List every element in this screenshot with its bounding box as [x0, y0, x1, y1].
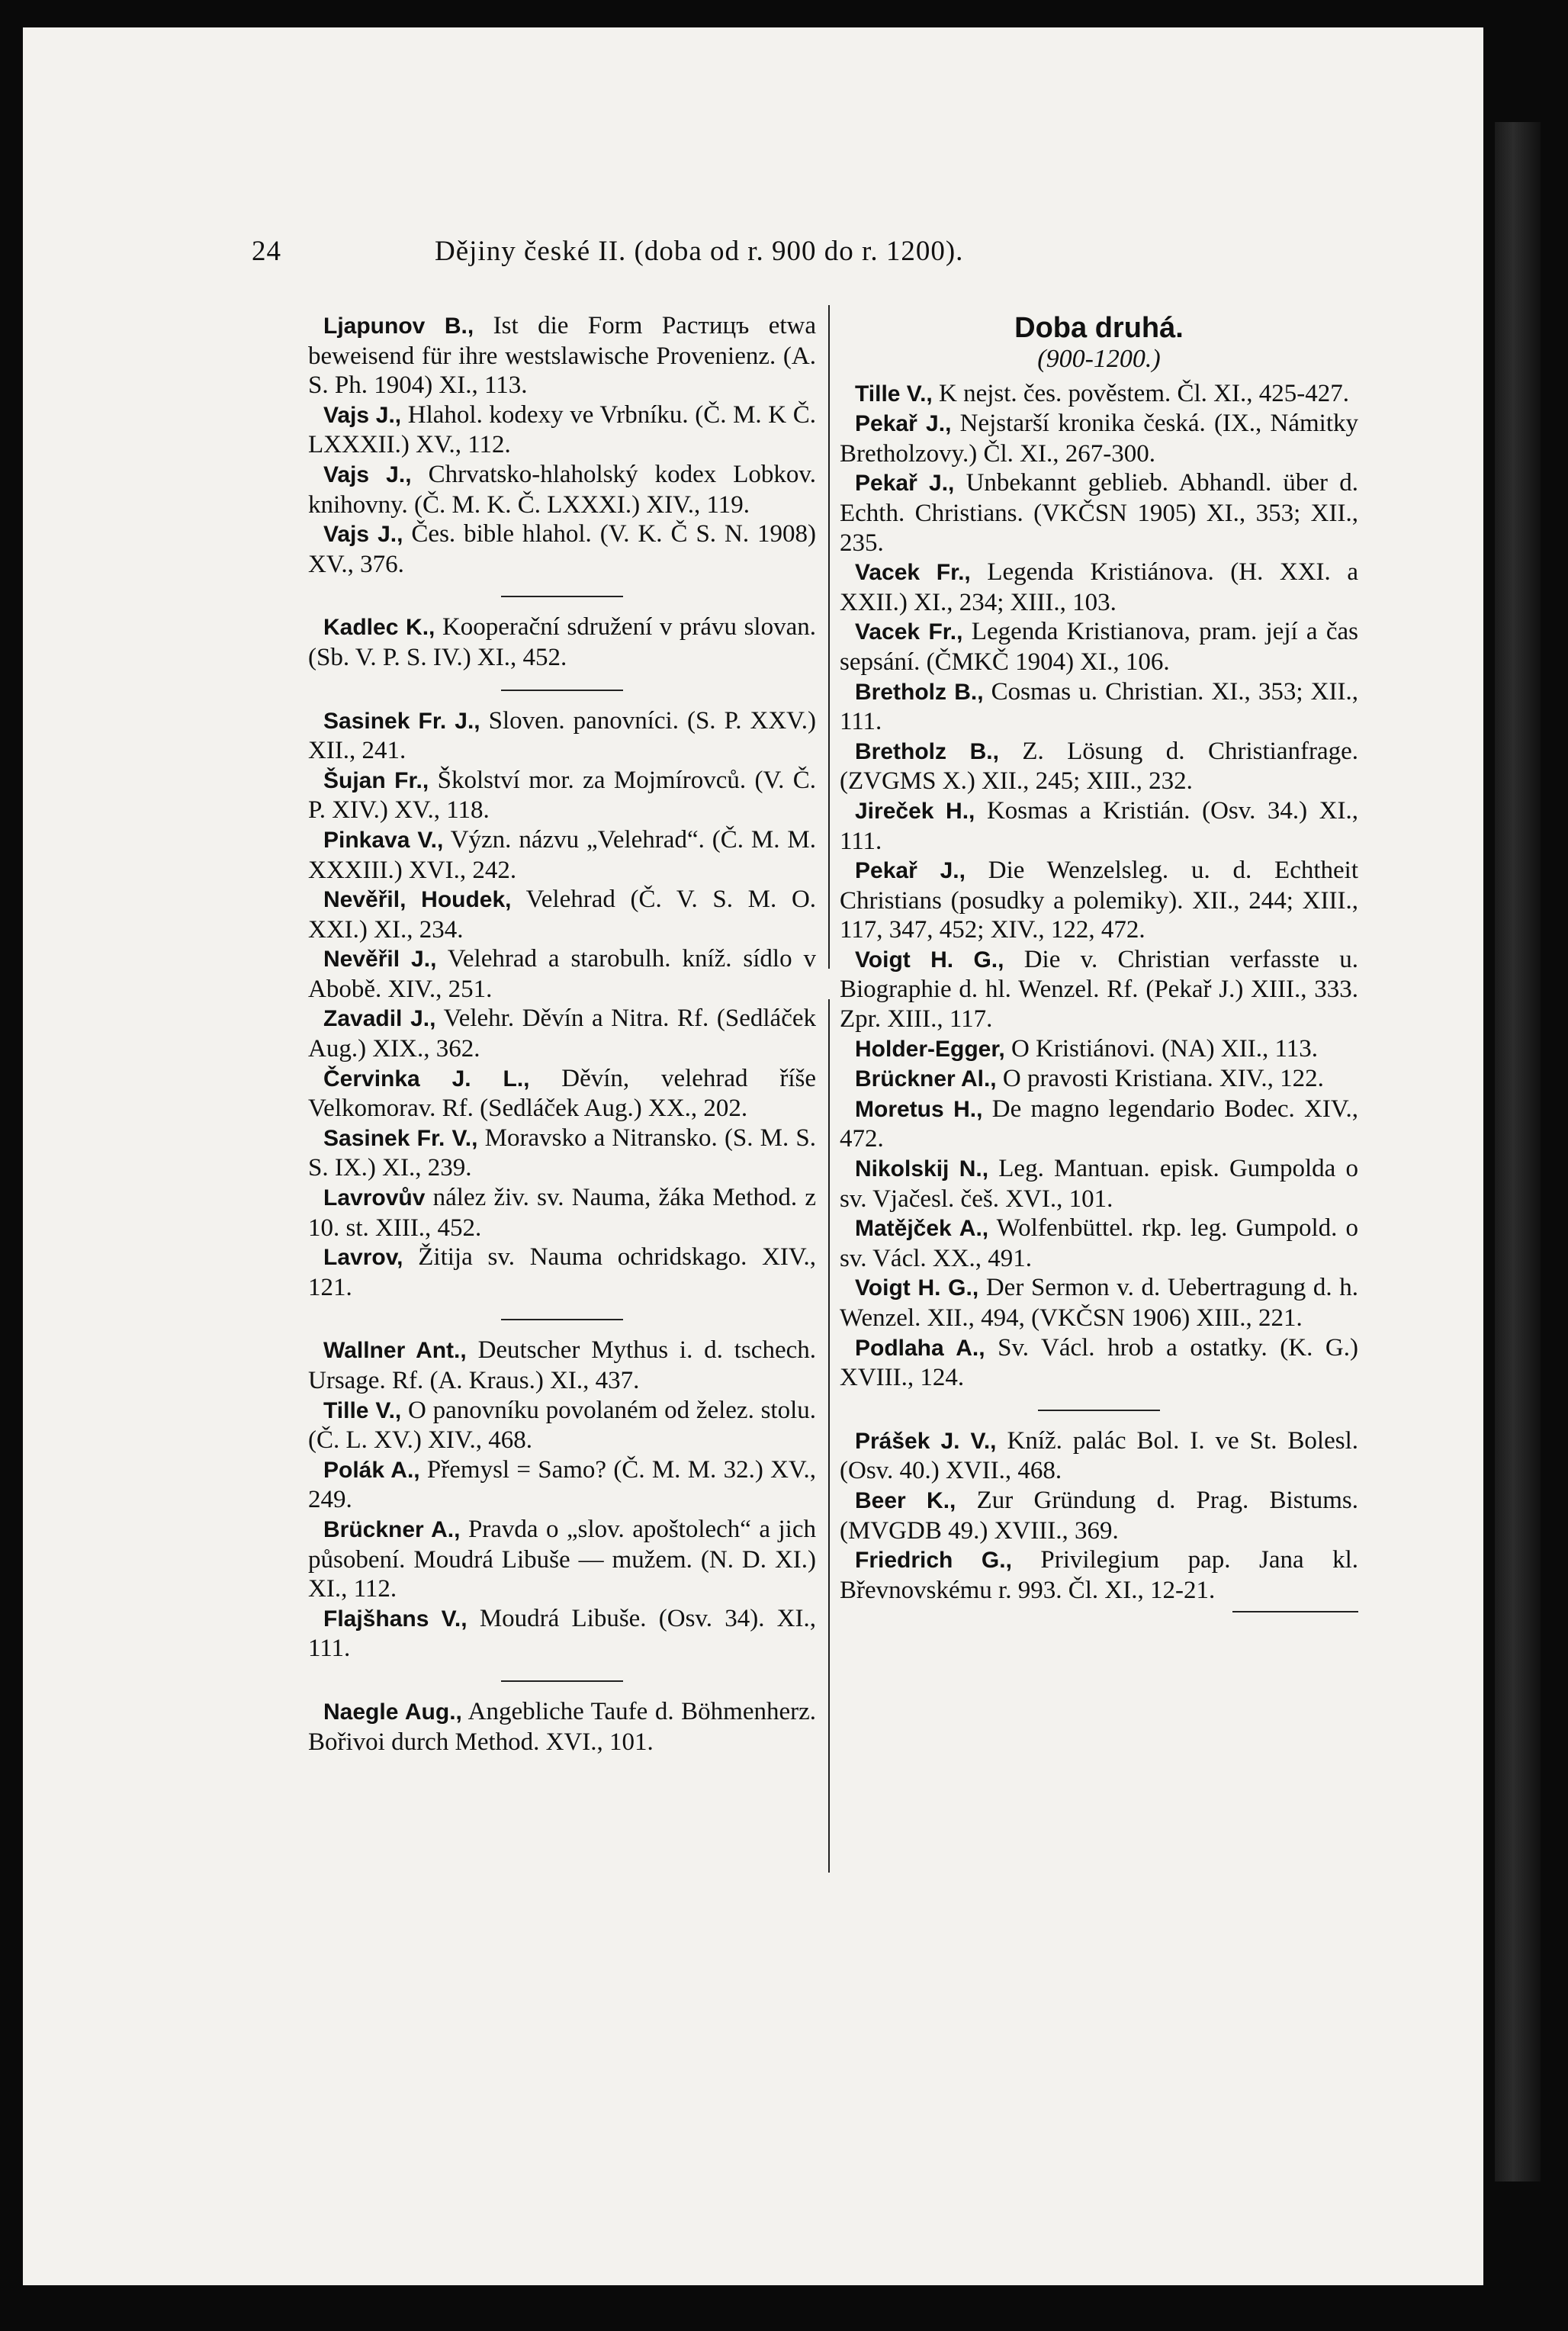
bibliography-entry — [308, 1004, 816, 1063]
bibliography-entry — [308, 400, 816, 460]
entry-text: Z. Lösung d. Christianfrage. (ZVGMS X.) XII., 245; XIII., 232. — [840, 737, 1358, 796]
left-group-5 — [308, 1697, 816, 1757]
page-edge — [1495, 122, 1541, 2181]
bibliography-entry — [308, 612, 816, 672]
entry-author: Matějček A., — [855, 1216, 989, 1242]
entry-text: Ist die Form Растицъ etwa beweisend für ihre westslawische Provenienz. (A. S. Ph. 1904) XI., 113. — [308, 312, 817, 400]
bibliography-entry — [840, 468, 1358, 558]
left-group-2 — [308, 612, 816, 672]
bibliography-entry — [308, 311, 816, 400]
entry-author: Pekař J., — [855, 471, 955, 497]
bibliography-entry — [308, 1515, 816, 1604]
entry-author: Vacek Fr., — [855, 619, 963, 645]
entry-author: Lavrovův — [323, 1185, 426, 1211]
entry-author: Nikolskij N., — [855, 1156, 989, 1182]
page-number: 24 — [252, 236, 281, 267]
entry-text: Kosmas a Kristián. (Osv. 34.) XI., 111. — [840, 796, 1359, 855]
left-column — [308, 311, 816, 1757]
entry-text: Wolfenbüttel. rkp. leg. Gumpold. o sv. Václ. XX., 491. — [840, 1214, 1359, 1272]
section-rule — [501, 1680, 623, 1682]
entry-text: Velehr. Děvín a Nitra. Rf. (Sedláček Aug.) XIX., 362. — [308, 1005, 816, 1063]
entry-text: Význ. názvu „Velehrad“. (Č. M. M. XXXIII.) XVI., 242. — [308, 825, 817, 884]
entry-text: Hlahol. kodexy ve Vrbníku. (Č. M. K Č. LXXXII.) XV., 112. — [308, 400, 817, 459]
entry-text: Velehrad a starobulh. kníž. sídlo v Abobě. XIV., 251. — [308, 945, 816, 1003]
column-divider-lower — [828, 999, 830, 1873]
left-group-3 — [308, 706, 816, 1303]
entry-author: Holder-Egger, — [855, 1036, 1005, 1062]
end-rule — [1232, 1611, 1358, 1612]
entry-author: Nevěřil, Houdek, — [323, 887, 512, 913]
entry-text: Čes. bible hlahol. (V. K. Č S. N. 1908) XV., 376. — [308, 520, 817, 578]
bibliography-entry — [840, 379, 1358, 410]
bibliography-entry — [840, 1273, 1358, 1333]
entry-text: Angebliche Taufe d. Böhmenherz. Bořivoi durch Method. XVI., 101. — [308, 1697, 817, 1756]
entry-author: Vajs J., — [323, 461, 412, 487]
bibliography-entry — [308, 885, 816, 944]
left-group-4 — [308, 1336, 816, 1664]
section-rule — [501, 596, 623, 597]
entry-author: Naegle Aug., — [323, 1699, 462, 1725]
entry-author: Wallner Ant., — [323, 1338, 467, 1364]
entry-author: Brückner A., — [323, 1516, 461, 1542]
entry-author: Voigt H. G., — [855, 947, 1004, 973]
column-divider-upper — [828, 305, 830, 969]
bibliography-entry — [308, 1604, 816, 1664]
entry-text: Zur Gründung d. Prag. Bistums. (MVGDB 49.) XVIII., 369. — [840, 1486, 1358, 1545]
entry-author: Beer K., — [855, 1487, 956, 1513]
entry-text: O panovníku povolaném od želez. stolu. (Č. L. XV.) XIV., 468. — [308, 1396, 817, 1455]
bibliography-entry — [308, 1183, 816, 1243]
bibliography-entry — [840, 1214, 1358, 1273]
bibliography-entry — [840, 856, 1358, 945]
entry-author: Šujan Fr., — [323, 767, 429, 793]
bibliography-entry — [840, 1426, 1358, 1486]
bibliography-entry — [840, 558, 1358, 617]
bibliography-entry — [308, 1124, 816, 1183]
entry-text: nález živ. sv. Nauma, žáka Method. z 10. st. XIII., 452. — [308, 1184, 816, 1242]
entry-text: Děvín, velehrad říše Velkomorav. Rf. (Sedláček Aug.) XX., 202. — [308, 1064, 816, 1123]
entry-author: Kadlec K., — [323, 615, 435, 641]
bibliography-entry — [840, 1486, 1358, 1545]
right-group-2 — [840, 1426, 1358, 1606]
entry-author: Vajs J., — [323, 402, 402, 428]
entry-text: Chrvatsko-hlaholský kodex Lobkov. knihovny. (Č. M. K. Č. LXXXI.) XIV., 119. — [308, 460, 817, 519]
bibliography-entry — [308, 944, 816, 1004]
entry-author: Jireček H., — [855, 798, 975, 824]
bibliography-entry — [308, 766, 816, 825]
entry-text: Privilegium pap. Jana kl. Břevnovskému r. 993. Čl. XI., 12-21. — [840, 1546, 1358, 1604]
bibliography-entry — [840, 409, 1358, 468]
bibliography-entry — [308, 1064, 816, 1124]
entry-author: Zavadil J., — [323, 1006, 436, 1032]
entry-author: Sasinek Fr. J., — [323, 708, 480, 734]
right-group-1 — [840, 379, 1358, 1393]
entry-author: Vacek Fr., — [855, 560, 971, 586]
entry-text: Die Wenzelsleg. u. d. Echtheit Christians (posudky a polemiky). XII., 244; XIII., 117, 347, 452; XIV., 122, 472. — [840, 857, 1358, 944]
entry-author: Friedrich G., — [855, 1548, 1012, 1574]
bibliography-entry — [308, 825, 816, 885]
entry-text: Sloven. panovníci. (S. P. XXV.) XII., 241. — [308, 706, 816, 765]
entry-author: Voigt H. G., — [855, 1275, 979, 1301]
entry-text: Přemysl = Samo? (Č. M. M. 32.) XV., 249. — [308, 1455, 816, 1514]
entry-author: Ljapunov B., — [323, 313, 474, 339]
bibliography-entry — [840, 1154, 1358, 1214]
entry-author: Tille V., — [323, 1397, 402, 1423]
entry-text: Žitija sv. Nauma ochridskago. XIV., 121. — [308, 1243, 816, 1301]
bibliography-entry — [840, 737, 1358, 796]
section-title: Doba druhá. — [1014, 312, 1184, 344]
entry-text: Pravda o „slov. apoštolech“ a jich působení. Moudrá Libuše — mužem. (N. D. XI.) XI., 112. — [308, 1515, 816, 1603]
bibliography-entry — [308, 1396, 816, 1455]
entry-author: Bretholz B., — [855, 679, 984, 705]
entry-author: Podlaha A., — [855, 1335, 985, 1361]
entry-author: Lavrov, — [323, 1245, 403, 1271]
bibliography-entry — [840, 1545, 1358, 1605]
bibliography-entry — [840, 1064, 1358, 1095]
entry-text: Cosmas u. Christian. XI., 353; XII., 111. — [840, 677, 1358, 736]
entry-text: Moudrá Libuše. (Osv. 34). XI., 111. — [308, 1604, 816, 1663]
entry-text: Kooperační sdružení v právu slovan. (Sb. V. P. S. IV.) XI., 452. — [308, 613, 816, 671]
bibliography-entry — [308, 519, 816, 579]
entry-author: Nevěřil J., — [323, 947, 437, 973]
entry-author: Vajs J., — [323, 522, 403, 548]
entry-author: Polák A., — [323, 1457, 420, 1483]
section-subtitle: (900-1200.) — [1037, 345, 1161, 373]
entry-text: Moravsko a Nitransko. (S. M. S. S. IX.) XI., 239. — [308, 1124, 817, 1182]
entry-text: Legenda Kristiánova. (H. XXI. a XXII.) XI., 234; XIII., 103. — [840, 558, 1358, 616]
entry-text: Der Sermon v. d. Uebertragung d. h. Wenzel. XII., 494, (VKČSN 1906) XIII., 221. — [840, 1274, 1359, 1332]
bibliography-entry — [840, 617, 1358, 677]
bibliography-entry — [840, 1034, 1358, 1065]
entry-text: Nejstarší kronika česká. (IX., Námitky Bretholzovy.) Čl. XI., 267-300. — [840, 410, 1359, 468]
bibliography-entry — [840, 1333, 1358, 1393]
bibliography-entry — [308, 1455, 816, 1515]
section-rule — [1038, 1410, 1160, 1411]
entry-author: Pinkava V., — [323, 827, 444, 853]
entry-text: Unbekannt geblieb. Abhandl. über d. Echth. Christians. (VKČSN 1905) XI., 353; XII., 235. — [840, 469, 1358, 557]
bibliography-entry — [840, 1095, 1358, 1154]
entry-text: Velehrad (Č. V. S. M. O. XXI.) XI., 234. — [308, 886, 817, 944]
entry-text: Sv. Václ. hrob a ostatky. (K. G.) XVIII., 124. — [840, 1333, 1358, 1392]
bibliography-entry — [308, 1697, 816, 1757]
entry-author: Moretus H., — [855, 1096, 983, 1122]
entry-author: Brückner Al., — [855, 1066, 997, 1092]
entry-author: Červinka J. L., — [323, 1066, 530, 1092]
entry-author: Pekař J., — [855, 411, 952, 437]
entry-author: Flajšhans V., — [323, 1606, 468, 1632]
entry-text: Kníž. palác Bol. I. ve St. Bolesl. (Osv. 40.) XVII., 468. — [840, 1426, 1359, 1485]
bibliography-entry — [840, 796, 1358, 856]
entry-text: Deutscher Mythus i. d. tschech. Ursage. Rf. (A. Kraus.) XI., 437. — [308, 1336, 816, 1394]
entry-text: Leg. Mantuan. episk. Gumpolda o sv. Vjačesl. češ. XVI., 101. — [840, 1155, 1358, 1213]
entry-author: Tille V., — [855, 381, 933, 407]
running-title: Dějiny české II. (doba od r. 900 do r. 1200). — [435, 236, 964, 267]
entry-text: Die v. Christian verfasste u. Biographie d. hl. Wenzel. Rf. (Pekař J.) XIII., 333. Zpr. XIII., 117. — [840, 945, 1359, 1034]
entry-author: Prášek J. V., — [855, 1428, 997, 1454]
right-column — [840, 311, 1358, 1612]
bibliography-entry — [840, 945, 1358, 1034]
entry-text: Školství mor. za Mojmírovců. (V. Č. P. XIV.) XV., 118. — [308, 766, 816, 825]
entry-text: O Kristiánovi. (NA) XII., 113. — [1011, 1034, 1318, 1063]
entry-text: De magno legendario Bodec. XIV., 472. — [840, 1095, 1358, 1153]
bibliography-entry — [308, 460, 816, 519]
entry-text: O pravosti Kristiana. XIV., 122. — [1002, 1065, 1324, 1093]
bibliography-entry — [840, 677, 1358, 737]
entry-author: Bretholz B., — [855, 738, 999, 764]
section-rule — [501, 1319, 623, 1320]
left-group-1 — [308, 311, 816, 579]
bibliography-entry — [308, 706, 816, 766]
entry-text: Legenda Kristianova, pram. její a čas sepsání. (ČMKČ 1904) XI., 106. — [840, 618, 1358, 676]
running-header — [252, 235, 1243, 268]
entry-author: Pekař J., — [855, 858, 966, 884]
entry-text: K nejst. čes. pověstem. Čl. XI., 425-427. — [938, 379, 1349, 407]
bibliography-entry — [308, 1336, 816, 1395]
entry-author: Sasinek Fr. V., — [323, 1125, 478, 1151]
section-rule — [501, 690, 623, 691]
bibliography-entry — [308, 1243, 816, 1302]
